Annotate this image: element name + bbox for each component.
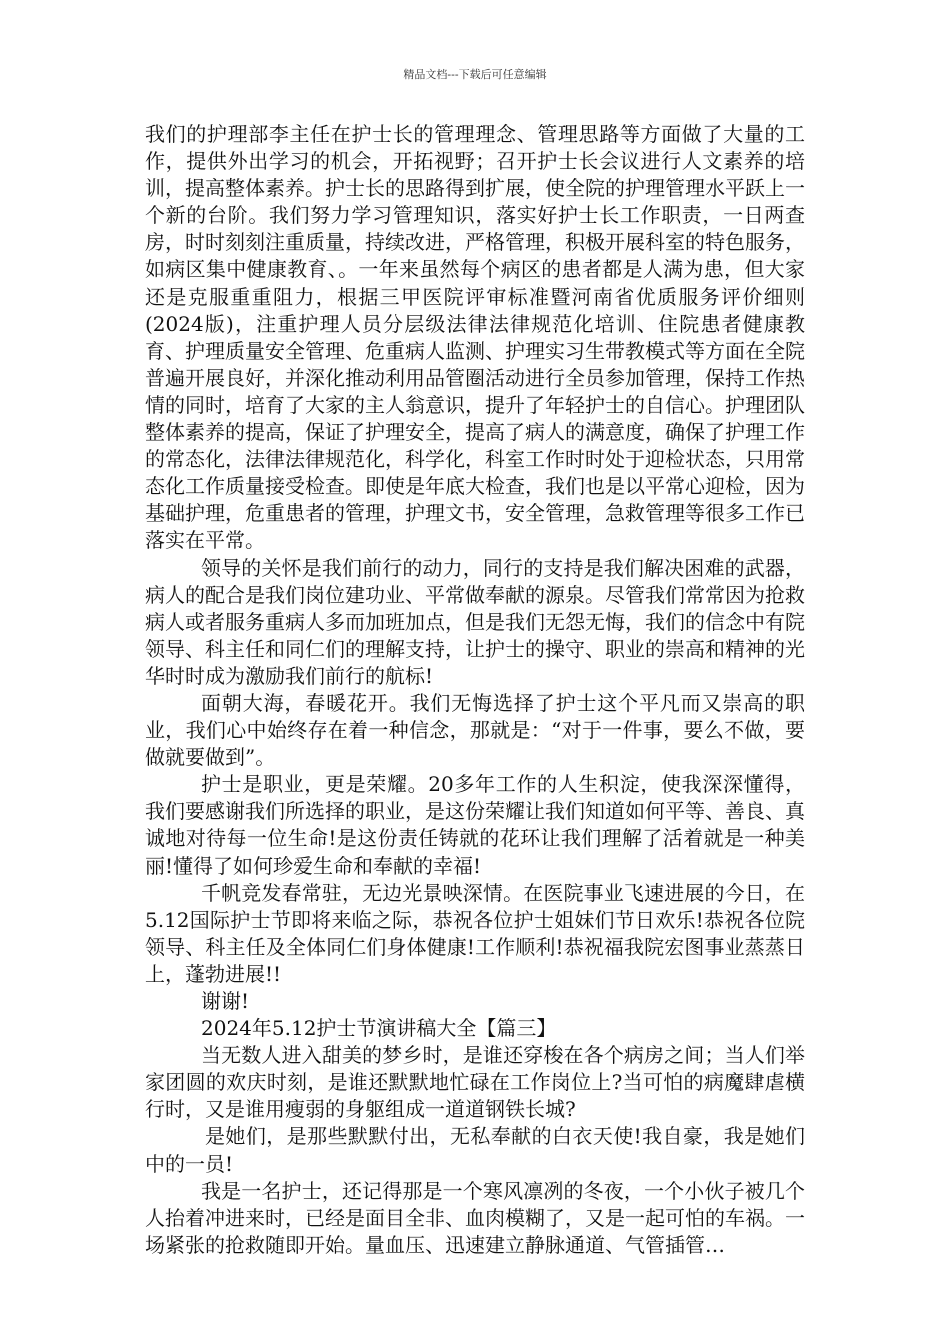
paragraph: 护士是职业，更是荣耀。20多年工作的人生积淀，使我深深懂得，我们要感谢我们所选择的职业，是这份荣耀让我们知道如何平等、善良、真诚地对待每一位生命!是这份责任铸就的花环让我们理解了活着就是一种美丽!懂得了如何珍爱生命和奉献的幸福! bbox=[145, 772, 805, 878]
paragraph: 领导的关怀是我们前行的动力，同行的支持是我们解决困难的武器，病人的配合是我们岗位建功业、平常做奉献的源泉。尽管我们常常因为抢救病人或者服务重病人多而加班加点，但是我们无怨无悔，我们的信念中有院领导、科主任和同仁们的理解支持，让护士的操守、职业的崇高和精神的光华时时成为激励我们前行的航标! bbox=[145, 555, 805, 688]
paragraph: 谢谢! bbox=[201, 989, 250, 1013]
page-header: 精品文档---下载后可任意编辑 bbox=[403, 68, 547, 81]
paragraph: 是她们，是那些默默付出，无私奉献的白衣天使!我自豪，我是她们中的一员! bbox=[145, 1124, 805, 1176]
section-title: 2024年5.12护士节演讲稿大全【篇三】 bbox=[201, 1016, 557, 1041]
document-body bbox=[145, 121, 805, 1259]
paragraph: 面朝大海，春暖花开。我们无悔选择了护士这个平凡而又崇高的职业，我们心中始终存在着一种信念，那就是：“对于一件事，要么不做，要做就要做到”。 bbox=[145, 690, 805, 770]
paragraph: 我们的护理部李主任在护士长的管理理念、管理思路等方面做了大量的工作，提供外出学习的机会，开拓视野；召开护士长会议进行人文素养的培训，提高整体素养。护士长的思路得到扩展，使全院的护理管理水平跃上一个新的台阶。我们努力学习管理知识，落实好护士长工作职责，一日两查房，时时刻刻注重质量，持续改进，严格管理，积极开展科室的特色服务，如病区集中健康教育、。一年来虽然每个病区的患者都是人满为患，但大家还是克服重重阻力，根据三甲医院评审标准暨河南省优质服务评价细则(2024版)，注重护理人员分层级法律法律规范化培训、住院患者健康教育、护理质量安全管理、危重病人监测、护理实习生带教模式等方面在全院普遍开展良好，并深化推动利用品管圈活动进行全员参加管理，保持工作热情的同时，培育了大家的主人翁意识，提升了年轻护士的自信心。护理团队整体素养的提高，保证了护理安全，提高了病人的满意度，确保了护理工作的常态化，法律法律规范化，科学化，科室工作时时处于迎检状态，只用常态化工作质量接受检查。即使是年底大检查，我们也是以平常心迎检，因为基础护理，危重患者的管理，护理文书，安全管理，急救管理等很多工作已落实在平常。 bbox=[145, 122, 805, 553]
paragraph: 我是一名护士，还记得那是一个寒风凛冽的冬夜，一个小伙子被几个人抬着冲进来时，已经是面目全非、血肉模糊了，又是一起可怕的车祸。一场紧张的抢救随即开始。量血压、迅速建立静脉通道、气管插管… bbox=[145, 1178, 805, 1257]
paragraph: 千帆竞发春常驻，无边光景映深情。在医院事业飞速进展的今日，在5.12国际护士节即将来临之际，恭祝各位护士姐妹们节日欢乐!恭祝各位院领导、科主任及全体同仁们身体健康!工作顺利!恭祝福我院宏图事业蒸蒸日上，蓬勃进展!! bbox=[145, 880, 805, 986]
paragraph: 当无数人进入甜美的梦乡时，是谁还穿梭在各个病房之间；当人们举家团圆的欢庆时刻，是谁还默默地忙碌在工作岗位上?当可怕的病魔肆虐横行时，又是谁用瘦弱的身躯组成一道道钢铁长城? bbox=[145, 1043, 805, 1122]
